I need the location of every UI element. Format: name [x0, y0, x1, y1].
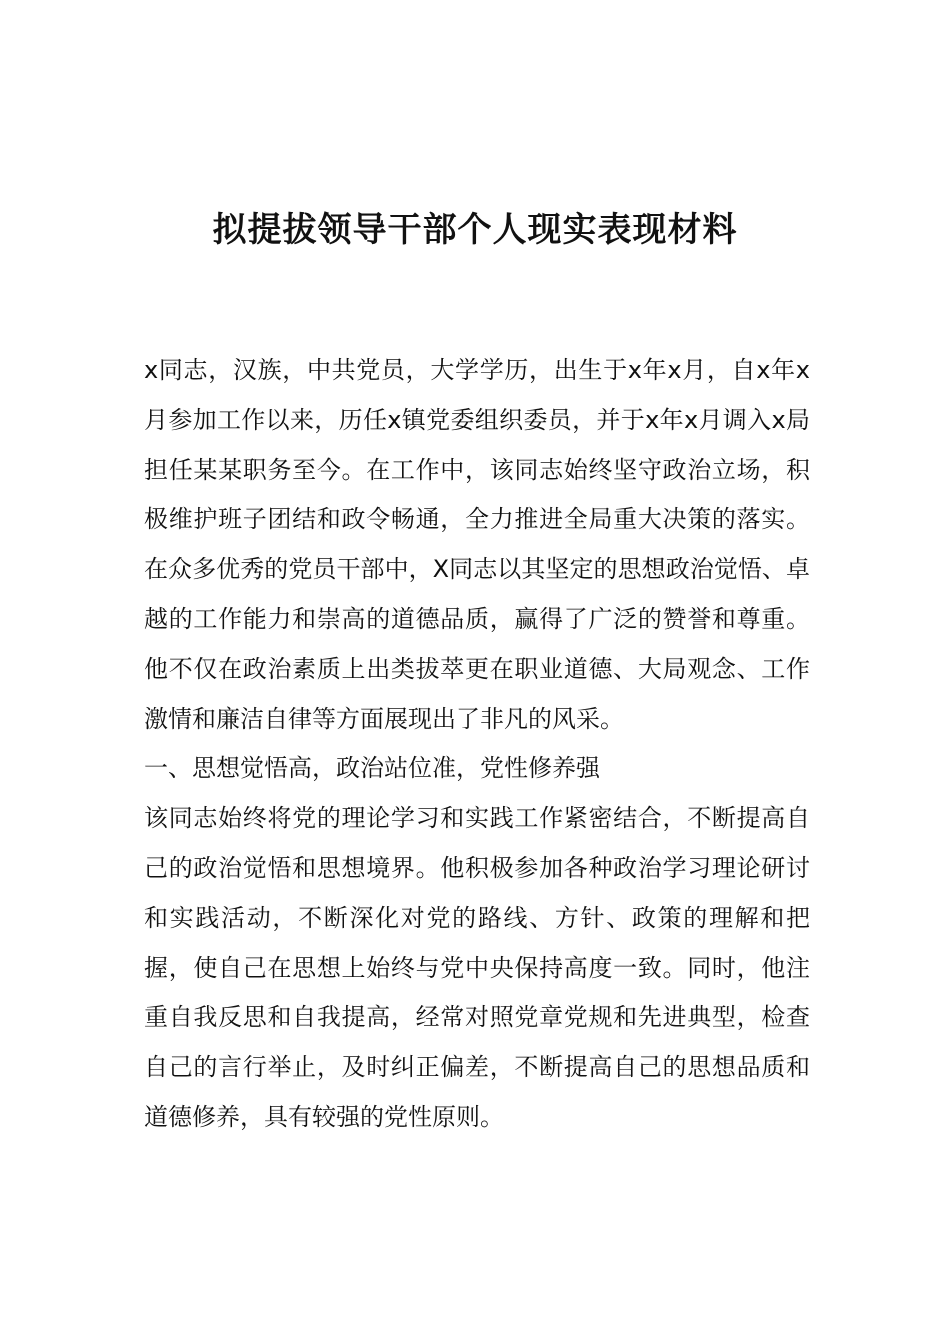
document-title: 拟提拔领导干部个人现实表现材料	[212, 210, 738, 250]
document-body	[144, 346, 810, 1143]
section-heading-1: 一、思想觉悟高，政治站位准，党性修养强	[144, 754, 600, 783]
intro-paragraph: x同志，汉族，中共党员，大学学历，出生于x年x月，自x年x月参加工作以来，历任x镇党委组织委员，并于x年x月调入x局担任某某职务至今。在工作中，该同志始终坚守政治立场，积极维护班子团结和政令畅通，全力推进全局重大决策的落实。在众多优秀的党员干部中，X同志以其坚定的思想政治觉悟、卓越的工作能力和崇高的道德品质，赢得了广泛的赞誉和尊重。他不仅在政治素质上出类拔萃更在职业道德、大局观念、工作激情和廉洁自律等方面展现出了非凡的风采。	[144, 356, 810, 733]
section-1-paragraph: 该同志始终将党的理论学习和实践工作紧密结合，不断提高自己的政治觉悟和思想境界。他积极参加各种政治学习理论研讨和实践活动，不断深化对党的路线、方针、政策的理解和把握，使自己在思想上始终与党中央保持高度一致。同时，他注重自我反思和自我提高，经常对照党章党规和先进典型，检查自己的言行举止，及时纠正偏差，不断提高自己的思想品质和道德修养，具有较强的党性原则。	[144, 804, 810, 1131]
